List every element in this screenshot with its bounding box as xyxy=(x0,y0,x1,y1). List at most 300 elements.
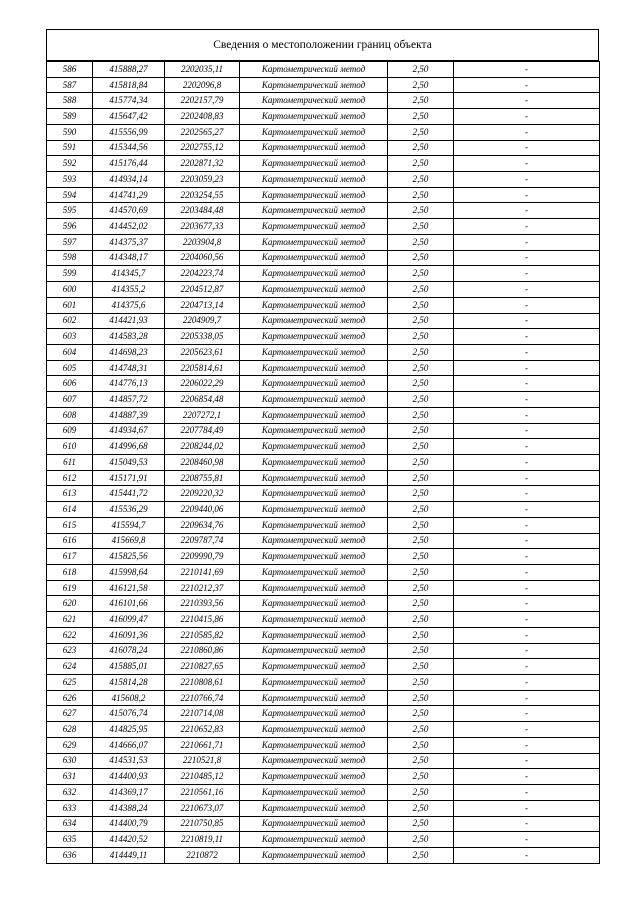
point-number-cell: 631 xyxy=(47,769,93,785)
y-coordinate-cell: 2202565,27 xyxy=(165,124,240,140)
method-cell: Картометрический метод xyxy=(240,124,388,140)
y-coordinate-cell: 2210860,86 xyxy=(165,643,240,659)
table-row xyxy=(47,486,600,502)
x-coordinate-cell: 415441,72 xyxy=(93,486,165,502)
description-cell: - xyxy=(454,266,600,282)
method-cell: Картометрический метод xyxy=(240,93,388,109)
point-number-cell: 624 xyxy=(47,659,93,675)
accuracy-cell: 2,50 xyxy=(388,93,454,109)
point-number-cell: 608 xyxy=(47,407,93,423)
table-row xyxy=(47,785,600,801)
x-coordinate-cell: 414887,39 xyxy=(93,407,165,423)
table-row xyxy=(47,643,600,659)
method-cell: Картометрический метод xyxy=(240,454,388,470)
method-cell: Картометрический метод xyxy=(240,753,388,769)
x-coordinate-cell: 414421,93 xyxy=(93,313,165,329)
table-row xyxy=(47,140,600,156)
y-coordinate-cell: 2210521,8 xyxy=(165,753,240,769)
description-cell: - xyxy=(454,77,600,93)
y-coordinate-cell: 2210819,11 xyxy=(165,832,240,848)
point-number-cell: 611 xyxy=(47,454,93,470)
description-cell: - xyxy=(454,454,600,470)
y-coordinate-cell: 2203677,33 xyxy=(165,219,240,235)
description-cell: - xyxy=(454,706,600,722)
description-cell: - xyxy=(454,172,600,188)
y-coordinate-cell: 2204512,87 xyxy=(165,282,240,298)
point-number-cell: 610 xyxy=(47,439,93,455)
y-coordinate-cell: 2208755,81 xyxy=(165,470,240,486)
accuracy-cell: 2,50 xyxy=(388,234,454,250)
point-number-cell: 614 xyxy=(47,502,93,518)
description-cell: - xyxy=(454,219,600,235)
description-cell: - xyxy=(454,234,600,250)
y-coordinate-cell: 2210141,69 xyxy=(165,565,240,581)
x-coordinate-cell: 415344,56 xyxy=(93,140,165,156)
point-number-cell: 617 xyxy=(47,549,93,565)
point-number-cell: 619 xyxy=(47,580,93,596)
accuracy-cell: 2,50 xyxy=(388,785,454,801)
table-row xyxy=(47,62,600,78)
x-coordinate-cell: 414375,6 xyxy=(93,297,165,313)
accuracy-cell: 2,50 xyxy=(388,156,454,172)
accuracy-cell: 2,50 xyxy=(388,250,454,266)
method-cell: Картометрический метод xyxy=(240,847,388,863)
description-cell: - xyxy=(454,376,600,392)
point-number-cell: 595 xyxy=(47,203,93,219)
x-coordinate-cell: 414531,53 xyxy=(93,753,165,769)
method-cell: Картометрический метод xyxy=(240,282,388,298)
y-coordinate-cell: 2204713,14 xyxy=(165,297,240,313)
description-cell: - xyxy=(454,549,600,565)
description-cell: - xyxy=(454,140,600,156)
y-coordinate-cell: 2210750,85 xyxy=(165,816,240,832)
point-number-cell: 586 xyxy=(47,62,93,78)
method-cell: Картометрический метод xyxy=(240,722,388,738)
accuracy-cell: 2,50 xyxy=(388,612,454,628)
point-number-cell: 609 xyxy=(47,423,93,439)
point-number-cell: 612 xyxy=(47,470,93,486)
x-coordinate-cell: 414369,17 xyxy=(93,785,165,801)
description-cell: - xyxy=(454,156,600,172)
accuracy-cell: 2,50 xyxy=(388,297,454,313)
description-cell: - xyxy=(454,753,600,769)
method-cell: Картометрический метод xyxy=(240,502,388,518)
y-coordinate-cell: 2209787,74 xyxy=(165,533,240,549)
description-cell: - xyxy=(454,627,600,643)
description-cell: - xyxy=(454,675,600,691)
y-coordinate-cell: 2204909,7 xyxy=(165,313,240,329)
method-cell: Картометрический метод xyxy=(240,203,388,219)
accuracy-cell: 2,50 xyxy=(388,565,454,581)
table-row xyxy=(47,596,600,612)
x-coordinate-cell: 415556,99 xyxy=(93,124,165,140)
x-coordinate-cell: 414934,67 xyxy=(93,423,165,439)
method-cell: Картометрический метод xyxy=(240,769,388,785)
x-coordinate-cell: 415647,42 xyxy=(93,109,165,125)
accuracy-cell: 2,50 xyxy=(388,62,454,78)
accuracy-cell: 2,50 xyxy=(388,643,454,659)
table-row xyxy=(47,769,600,785)
point-number-cell: 618 xyxy=(47,565,93,581)
y-coordinate-cell: 2209220,32 xyxy=(165,486,240,502)
accuracy-cell: 2,50 xyxy=(388,392,454,408)
accuracy-cell: 2,50 xyxy=(388,109,454,125)
x-coordinate-cell: 416101,66 xyxy=(93,596,165,612)
point-number-cell: 615 xyxy=(47,517,93,533)
method-cell: Картометрический метод xyxy=(240,329,388,345)
method-cell: Картометрический метод xyxy=(240,690,388,706)
y-coordinate-cell: 2210393,56 xyxy=(165,596,240,612)
point-number-cell: 628 xyxy=(47,722,93,738)
y-coordinate-cell: 2210673,07 xyxy=(165,800,240,816)
description-cell: - xyxy=(454,313,600,329)
method-cell: Картометрический метод xyxy=(240,659,388,675)
accuracy-cell: 2,50 xyxy=(388,502,454,518)
point-number-cell: 627 xyxy=(47,706,93,722)
table-row xyxy=(47,847,600,863)
y-coordinate-cell: 2205814,61 xyxy=(165,360,240,376)
x-coordinate-cell: 415885,01 xyxy=(93,659,165,675)
table-row xyxy=(47,77,600,93)
method-cell: Картометрический метод xyxy=(240,737,388,753)
point-number-cell: 616 xyxy=(47,533,93,549)
x-coordinate-cell: 414345,7 xyxy=(93,266,165,282)
x-coordinate-cell: 414825,95 xyxy=(93,722,165,738)
description-cell: - xyxy=(454,360,600,376)
y-coordinate-cell: 2203904,8 xyxy=(165,234,240,250)
x-coordinate-cell: 416078,24 xyxy=(93,643,165,659)
y-coordinate-cell: 2205623,61 xyxy=(165,344,240,360)
table-row xyxy=(47,454,600,470)
accuracy-cell: 2,50 xyxy=(388,627,454,643)
accuracy-cell: 2,50 xyxy=(388,203,454,219)
x-coordinate-cell: 414452,02 xyxy=(93,219,165,235)
table-row xyxy=(47,407,600,423)
table-row xyxy=(47,675,600,691)
description-cell: - xyxy=(454,392,600,408)
point-number-cell: 625 xyxy=(47,675,93,691)
accuracy-cell: 2,50 xyxy=(388,439,454,455)
point-number-cell: 635 xyxy=(47,832,93,848)
method-cell: Картометрический метод xyxy=(240,596,388,612)
point-number-cell: 598 xyxy=(47,250,93,266)
method-cell: Картометрический метод xyxy=(240,785,388,801)
y-coordinate-cell: 2208460,98 xyxy=(165,454,240,470)
description-cell: - xyxy=(454,62,600,78)
method-cell: Картометрический метод xyxy=(240,172,388,188)
table-row xyxy=(47,533,600,549)
method-cell: Картометрический метод xyxy=(240,109,388,125)
point-number-cell: 591 xyxy=(47,140,93,156)
description-cell: - xyxy=(454,533,600,549)
table-row xyxy=(47,627,600,643)
y-coordinate-cell: 2210212,37 xyxy=(165,580,240,596)
y-coordinate-cell: 2206854,48 xyxy=(165,392,240,408)
table-row xyxy=(47,219,600,235)
point-number-cell: 593 xyxy=(47,172,93,188)
y-coordinate-cell: 2207272,1 xyxy=(165,407,240,423)
accuracy-cell: 2,50 xyxy=(388,140,454,156)
x-coordinate-cell: 414449,11 xyxy=(93,847,165,863)
x-coordinate-cell: 414420,52 xyxy=(93,832,165,848)
method-cell: Картометрический метод xyxy=(240,344,388,360)
table-row xyxy=(47,234,600,250)
point-number-cell: 629 xyxy=(47,737,93,753)
description-cell: - xyxy=(454,722,600,738)
description-cell: - xyxy=(454,297,600,313)
y-coordinate-cell: 2203059,23 xyxy=(165,172,240,188)
method-cell: Картометрический метод xyxy=(240,565,388,581)
y-coordinate-cell: 2204060,56 xyxy=(165,250,240,266)
accuracy-cell: 2,50 xyxy=(388,659,454,675)
accuracy-cell: 2,50 xyxy=(388,376,454,392)
table-row xyxy=(47,753,600,769)
table-row xyxy=(47,423,600,439)
x-coordinate-cell: 415818,84 xyxy=(93,77,165,93)
boundary-points-table xyxy=(46,61,600,864)
x-coordinate-cell: 415608,2 xyxy=(93,690,165,706)
method-cell: Картометрический метод xyxy=(240,470,388,486)
accuracy-cell: 2,50 xyxy=(388,344,454,360)
description-cell: - xyxy=(454,800,600,816)
method-cell: Картометрический метод xyxy=(240,612,388,628)
x-coordinate-cell: 414698,23 xyxy=(93,344,165,360)
description-cell: - xyxy=(454,517,600,533)
description-cell: - xyxy=(454,502,600,518)
accuracy-cell: 2,50 xyxy=(388,172,454,188)
x-coordinate-cell: 415594,7 xyxy=(93,517,165,533)
table-title: Сведения о местоположении границ объекта xyxy=(46,29,599,61)
y-coordinate-cell: 2210661,71 xyxy=(165,737,240,753)
accuracy-cell: 2,50 xyxy=(388,124,454,140)
y-coordinate-cell: 2205338,05 xyxy=(165,329,240,345)
method-cell: Картометрический метод xyxy=(240,816,388,832)
x-coordinate-cell: 415171,91 xyxy=(93,470,165,486)
point-number-cell: 632 xyxy=(47,785,93,801)
method-cell: Картометрический метод xyxy=(240,219,388,235)
x-coordinate-cell: 416121,58 xyxy=(93,580,165,596)
x-coordinate-cell: 415176,44 xyxy=(93,156,165,172)
point-number-cell: 588 xyxy=(47,93,93,109)
table-row xyxy=(47,439,600,455)
point-number-cell: 630 xyxy=(47,753,93,769)
y-coordinate-cell: 2210485,12 xyxy=(165,769,240,785)
description-cell: - xyxy=(454,187,600,203)
y-coordinate-cell: 2202755,12 xyxy=(165,140,240,156)
method-cell: Картометрический метод xyxy=(240,360,388,376)
table-row xyxy=(47,172,600,188)
x-coordinate-cell: 415536,29 xyxy=(93,502,165,518)
table-row xyxy=(47,250,600,266)
description-cell: - xyxy=(454,486,600,502)
accuracy-cell: 2,50 xyxy=(388,533,454,549)
y-coordinate-cell: 2210827,65 xyxy=(165,659,240,675)
accuracy-cell: 2,50 xyxy=(388,77,454,93)
description-cell: - xyxy=(454,407,600,423)
accuracy-cell: 2,50 xyxy=(388,187,454,203)
table-row xyxy=(47,832,600,848)
accuracy-cell: 2,50 xyxy=(388,219,454,235)
x-coordinate-cell: 415076,74 xyxy=(93,706,165,722)
x-coordinate-cell: 414375,37 xyxy=(93,234,165,250)
point-number-cell: 604 xyxy=(47,344,93,360)
point-number-cell: 597 xyxy=(47,234,93,250)
x-coordinate-cell: 414776,13 xyxy=(93,376,165,392)
description-cell: - xyxy=(454,250,600,266)
method-cell: Картометрический метод xyxy=(240,297,388,313)
accuracy-cell: 2,50 xyxy=(388,470,454,486)
y-coordinate-cell: 2202157,79 xyxy=(165,93,240,109)
y-coordinate-cell: 2207784,49 xyxy=(165,423,240,439)
accuracy-cell: 2,50 xyxy=(388,549,454,565)
x-coordinate-cell: 414348,17 xyxy=(93,250,165,266)
table-row xyxy=(47,690,600,706)
point-number-cell: 606 xyxy=(47,376,93,392)
method-cell: Картометрический метод xyxy=(240,156,388,172)
method-cell: Картометрический метод xyxy=(240,517,388,533)
table-row xyxy=(47,392,600,408)
description-cell: - xyxy=(454,832,600,848)
accuracy-cell: 2,50 xyxy=(388,769,454,785)
table-row xyxy=(47,313,600,329)
x-coordinate-cell: 414400,79 xyxy=(93,816,165,832)
point-number-cell: 636 xyxy=(47,847,93,863)
point-number-cell: 607 xyxy=(47,392,93,408)
y-coordinate-cell: 2210766,74 xyxy=(165,690,240,706)
method-cell: Картометрический метод xyxy=(240,234,388,250)
table-row xyxy=(47,612,600,628)
point-number-cell: 626 xyxy=(47,690,93,706)
y-coordinate-cell: 2209634,76 xyxy=(165,517,240,533)
point-number-cell: 634 xyxy=(47,816,93,832)
method-cell: Картометрический метод xyxy=(240,313,388,329)
description-cell: - xyxy=(454,596,600,612)
x-coordinate-cell: 414400,93 xyxy=(93,769,165,785)
method-cell: Картометрический метод xyxy=(240,266,388,282)
description-cell: - xyxy=(454,785,600,801)
table-row xyxy=(47,816,600,832)
point-number-cell: 592 xyxy=(47,156,93,172)
method-cell: Картометрический метод xyxy=(240,580,388,596)
point-number-cell: 587 xyxy=(47,77,93,93)
accuracy-cell: 2,50 xyxy=(388,737,454,753)
accuracy-cell: 2,50 xyxy=(388,360,454,376)
method-cell: Картометрический метод xyxy=(240,675,388,691)
y-coordinate-cell: 2210872 xyxy=(165,847,240,863)
x-coordinate-cell: 415814,28 xyxy=(93,675,165,691)
point-number-cell: 602 xyxy=(47,313,93,329)
x-coordinate-cell: 414857,72 xyxy=(93,392,165,408)
y-coordinate-cell: 2208244,02 xyxy=(165,439,240,455)
y-coordinate-cell: 2210561,16 xyxy=(165,785,240,801)
point-number-cell: 603 xyxy=(47,329,93,345)
x-coordinate-cell: 416099,47 xyxy=(93,612,165,628)
x-coordinate-cell: 415049,53 xyxy=(93,454,165,470)
point-number-cell: 633 xyxy=(47,800,93,816)
accuracy-cell: 2,50 xyxy=(388,486,454,502)
accuracy-cell: 2,50 xyxy=(388,423,454,439)
method-cell: Картометрический метод xyxy=(240,627,388,643)
description-cell: - xyxy=(454,565,600,581)
y-coordinate-cell: 2210652,83 xyxy=(165,722,240,738)
table-row xyxy=(47,203,600,219)
point-number-cell: 620 xyxy=(47,596,93,612)
y-coordinate-cell: 2209440,06 xyxy=(165,502,240,518)
table-row xyxy=(47,659,600,675)
method-cell: Картометрический метод xyxy=(240,187,388,203)
x-coordinate-cell: 415669,8 xyxy=(93,533,165,549)
method-cell: Картометрический метод xyxy=(240,250,388,266)
x-coordinate-cell: 415998,64 xyxy=(93,565,165,581)
x-coordinate-cell: 414934,14 xyxy=(93,172,165,188)
table-row xyxy=(47,737,600,753)
description-cell: - xyxy=(454,423,600,439)
description-cell: - xyxy=(454,690,600,706)
point-number-cell: 623 xyxy=(47,643,93,659)
method-cell: Картометрический метод xyxy=(240,486,388,502)
x-coordinate-cell: 416091,36 xyxy=(93,627,165,643)
method-cell: Картометрический метод xyxy=(240,62,388,78)
x-coordinate-cell: 414748,31 xyxy=(93,360,165,376)
accuracy-cell: 2,50 xyxy=(388,282,454,298)
description-cell: - xyxy=(454,580,600,596)
table-row xyxy=(47,266,600,282)
x-coordinate-cell: 414355,2 xyxy=(93,282,165,298)
accuracy-cell: 2,50 xyxy=(388,454,454,470)
method-cell: Картометрический метод xyxy=(240,392,388,408)
accuracy-cell: 2,50 xyxy=(388,800,454,816)
table-row xyxy=(47,360,600,376)
y-coordinate-cell: 2203484,48 xyxy=(165,203,240,219)
x-coordinate-cell: 414741,29 xyxy=(93,187,165,203)
table-row xyxy=(47,187,600,203)
method-cell: Картометрический метод xyxy=(240,832,388,848)
table-row xyxy=(47,376,600,392)
point-number-cell: 589 xyxy=(47,109,93,125)
y-coordinate-cell: 2204223,74 xyxy=(165,266,240,282)
table-row xyxy=(47,156,600,172)
accuracy-cell: 2,50 xyxy=(388,753,454,769)
point-number-cell: 621 xyxy=(47,612,93,628)
method-cell: Картометрический метод xyxy=(240,549,388,565)
table-row xyxy=(47,502,600,518)
y-coordinate-cell: 2203254,55 xyxy=(165,187,240,203)
x-coordinate-cell: 415774,34 xyxy=(93,93,165,109)
description-cell: - xyxy=(454,439,600,455)
accuracy-cell: 2,50 xyxy=(388,722,454,738)
table-row xyxy=(47,800,600,816)
accuracy-cell: 2,50 xyxy=(388,690,454,706)
table-row xyxy=(47,722,600,738)
method-cell: Картометрический метод xyxy=(240,706,388,722)
table-row xyxy=(47,517,600,533)
accuracy-cell: 2,50 xyxy=(388,675,454,691)
table-row xyxy=(47,470,600,486)
table-row xyxy=(47,124,600,140)
point-number-cell: 622 xyxy=(47,627,93,643)
accuracy-cell: 2,50 xyxy=(388,266,454,282)
description-cell: - xyxy=(454,737,600,753)
y-coordinate-cell: 2202096,8 xyxy=(165,77,240,93)
table-row xyxy=(47,580,600,596)
y-coordinate-cell: 2210415,86 xyxy=(165,612,240,628)
y-coordinate-cell: 2210808,61 xyxy=(165,675,240,691)
accuracy-cell: 2,50 xyxy=(388,329,454,345)
method-cell: Картометрический метод xyxy=(240,140,388,156)
table-row xyxy=(47,329,600,345)
description-cell: - xyxy=(454,612,600,628)
y-coordinate-cell: 2202871,32 xyxy=(165,156,240,172)
